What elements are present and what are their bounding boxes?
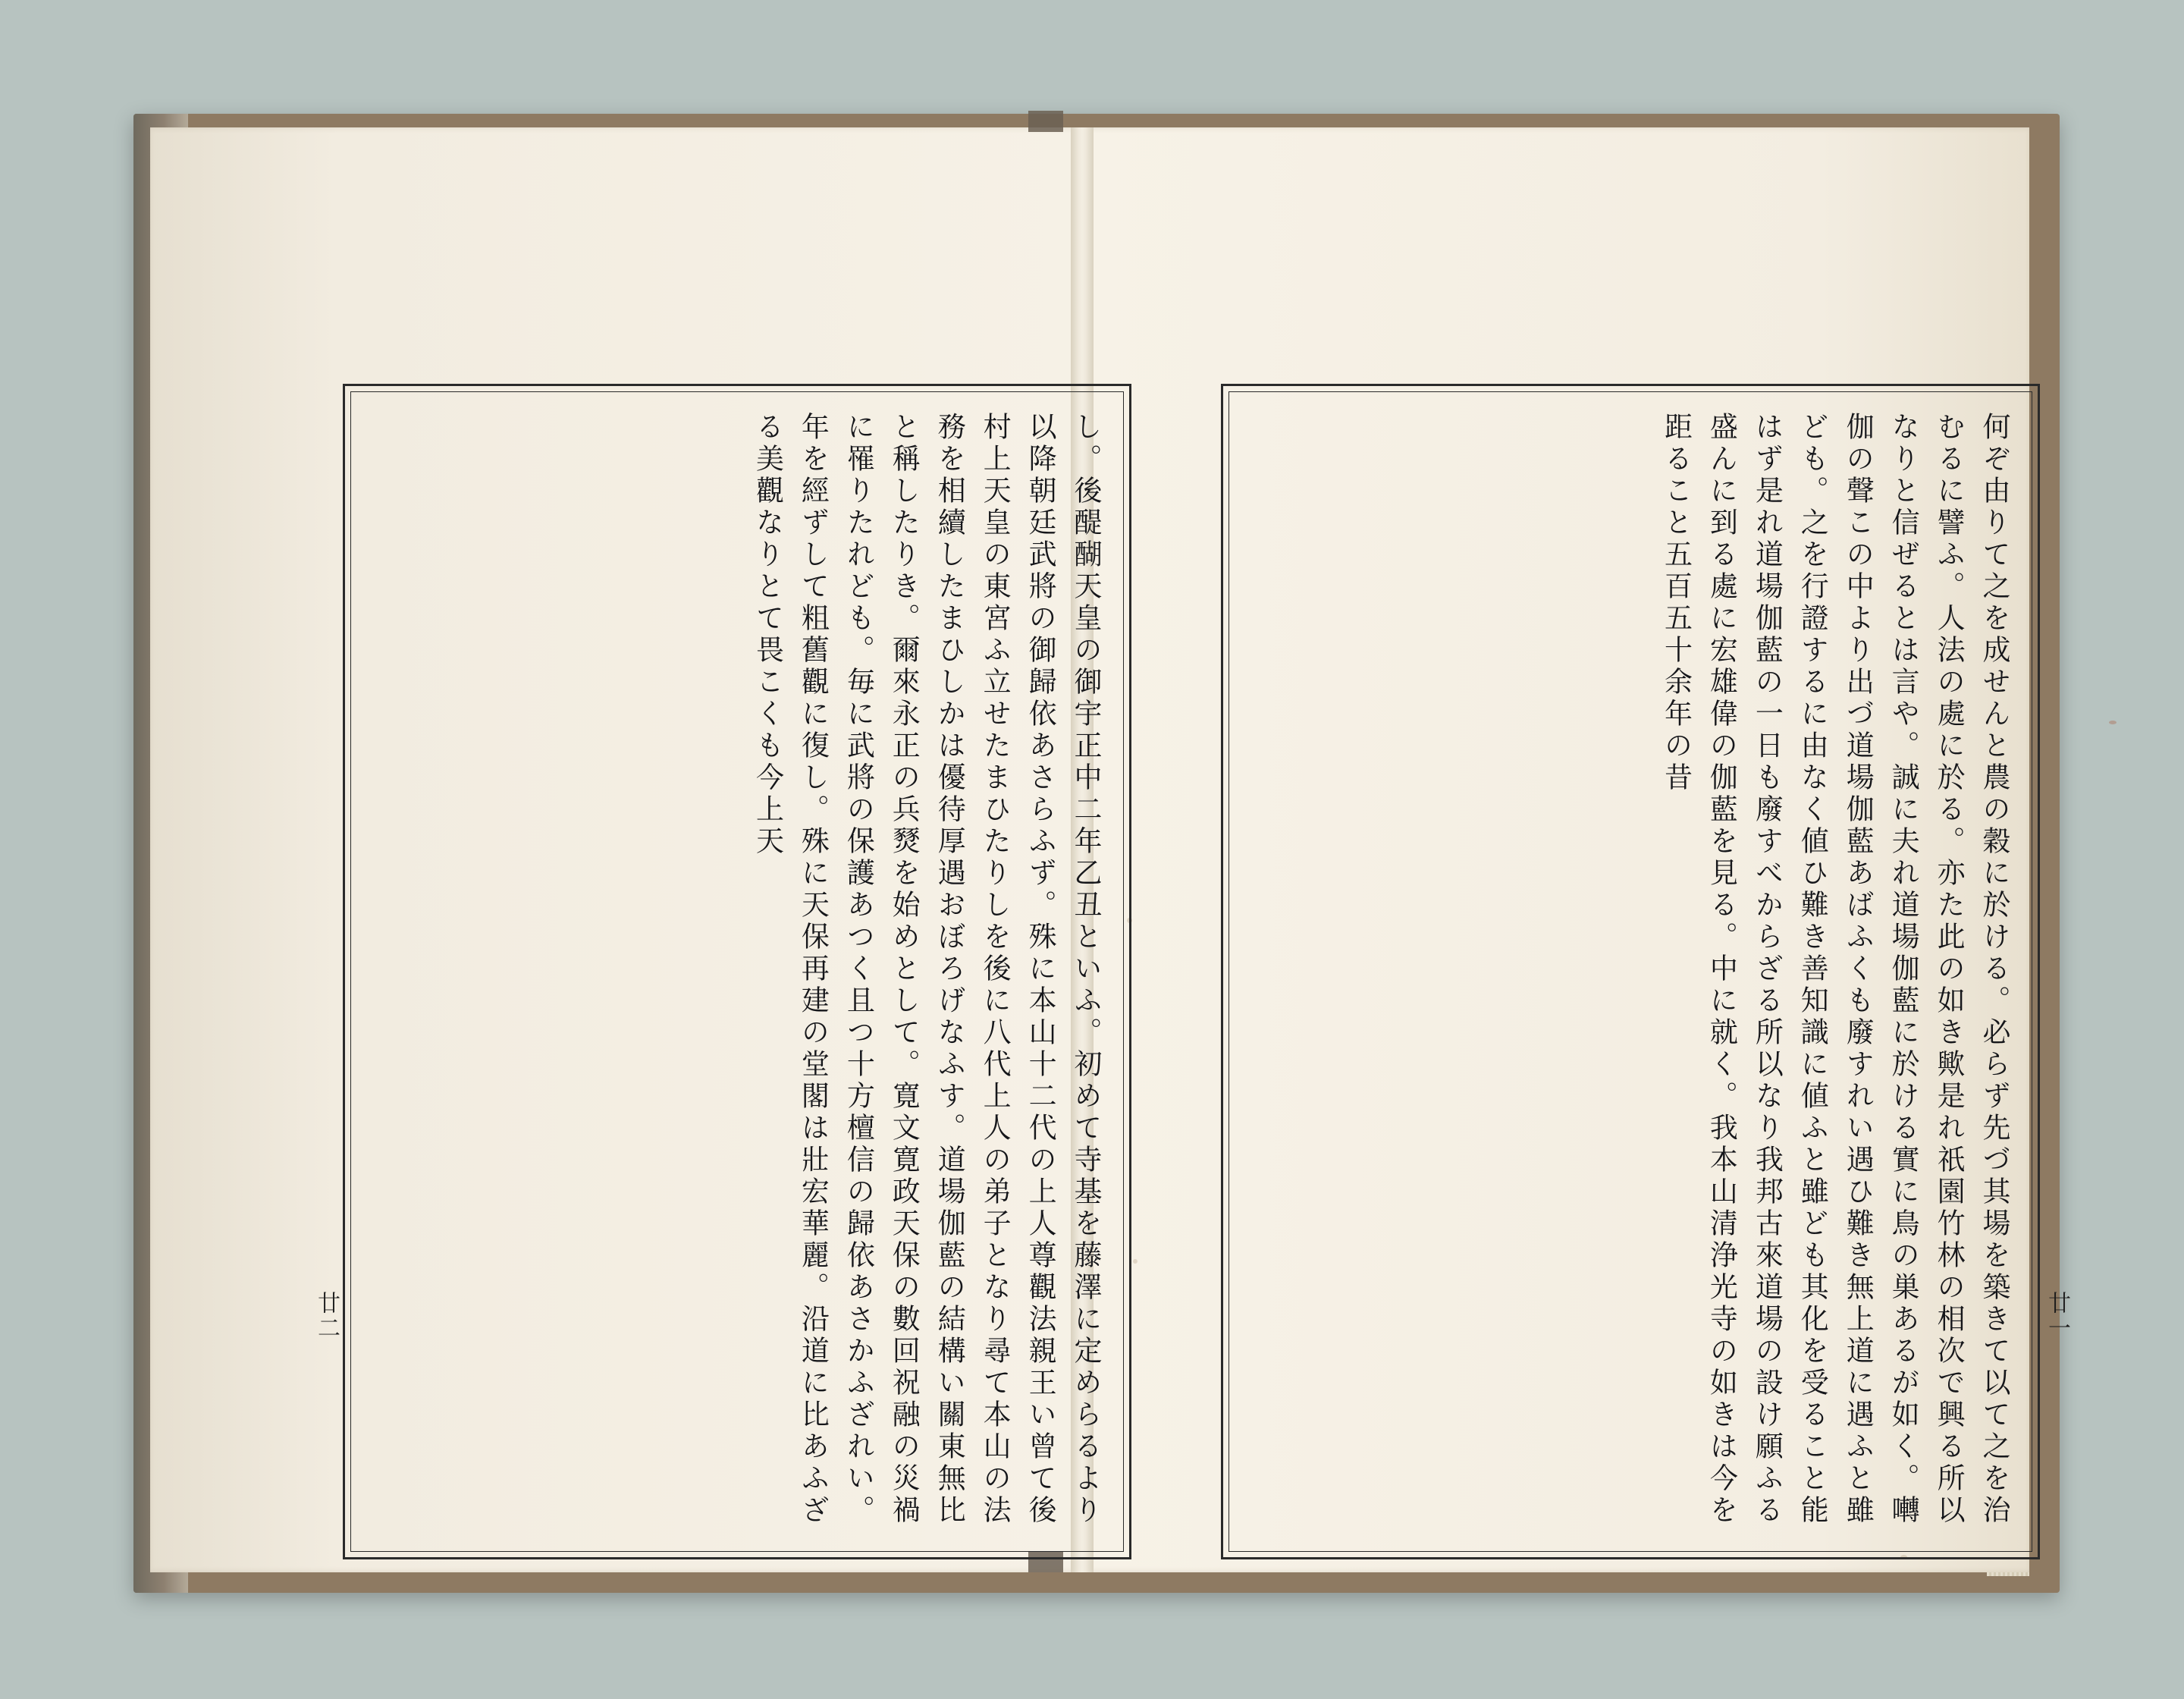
page-number-right: 廿一 — [2044, 1291, 2070, 1341]
text-frame-inner-right — [1228, 391, 2032, 1552]
paper-speck — [1133, 1259, 1138, 1264]
text-frame-right-page — [1221, 384, 2040, 1559]
page-number-left: 廿二 — [313, 1291, 340, 1341]
open-book — [133, 114, 2070, 1593]
text-frame-inner-left — [350, 391, 1124, 1552]
body-text-right-page: 何ぞ由りて之を成せんと農の穀に於ける。必らず先づ其場を築きて以て之を治むるに譬ふ。人法の處に於る。亦た此の如き歟是れ祇園竹林の相次で興る所以なりと信ぜるとは言や。誠に夫れ道場伽藍に於ける實に鳥の巣あるが如く。囀伽の聲この中より出づ道場伽藍あばふくも廢すれい遇ひ難き無上道に遇ふと雖ども。之を行證するに由なく値ひ難き善知識に値ふと雖ども其化を受ること能はず是れ道場伽藍の一日も廢すべからざる所以なり我邦古來道場の設け願ふる盛んに到る處に宏雄偉の伽藍を見る。中に就く。我本山清浄光寺の如きは今を距ること五百五十余年の昔 — [1659, 412, 2010, 1527]
body-text-left-page: し。後醍醐天皇の御宇正中二年乙丑といふ。初めて寺基を藤澤に定めらるより以降朝廷武將の御歸依あさらふず。殊に本山十二代の上人尊觀法親王い曾て後村上天皇の東宮ふ立せたまひたりしを後に八代上人の弟子となり尋て本山の法務を相續したまひしかは優待厚遇おぼろげなふす。道場伽藍の結構い關東無比と稱したりき。爾來永正の兵燹を始めとして。寛文寛政天保の數回祝融の災禍に罹りたれども。毎に武將の保護あつく且つ十方檀信の歸依あさかふざれい。年を經ずして粗舊觀に復し。殊に天保再建の堂閣は壯宏華麗。沿道に比あふざる美觀なりとて畏こくも今上天 — [751, 412, 1102, 1527]
text-frame-left-page — [343, 384, 1131, 1559]
page-tab-mark-top — [1028, 111, 1063, 132]
paper-speck — [2109, 721, 2117, 724]
